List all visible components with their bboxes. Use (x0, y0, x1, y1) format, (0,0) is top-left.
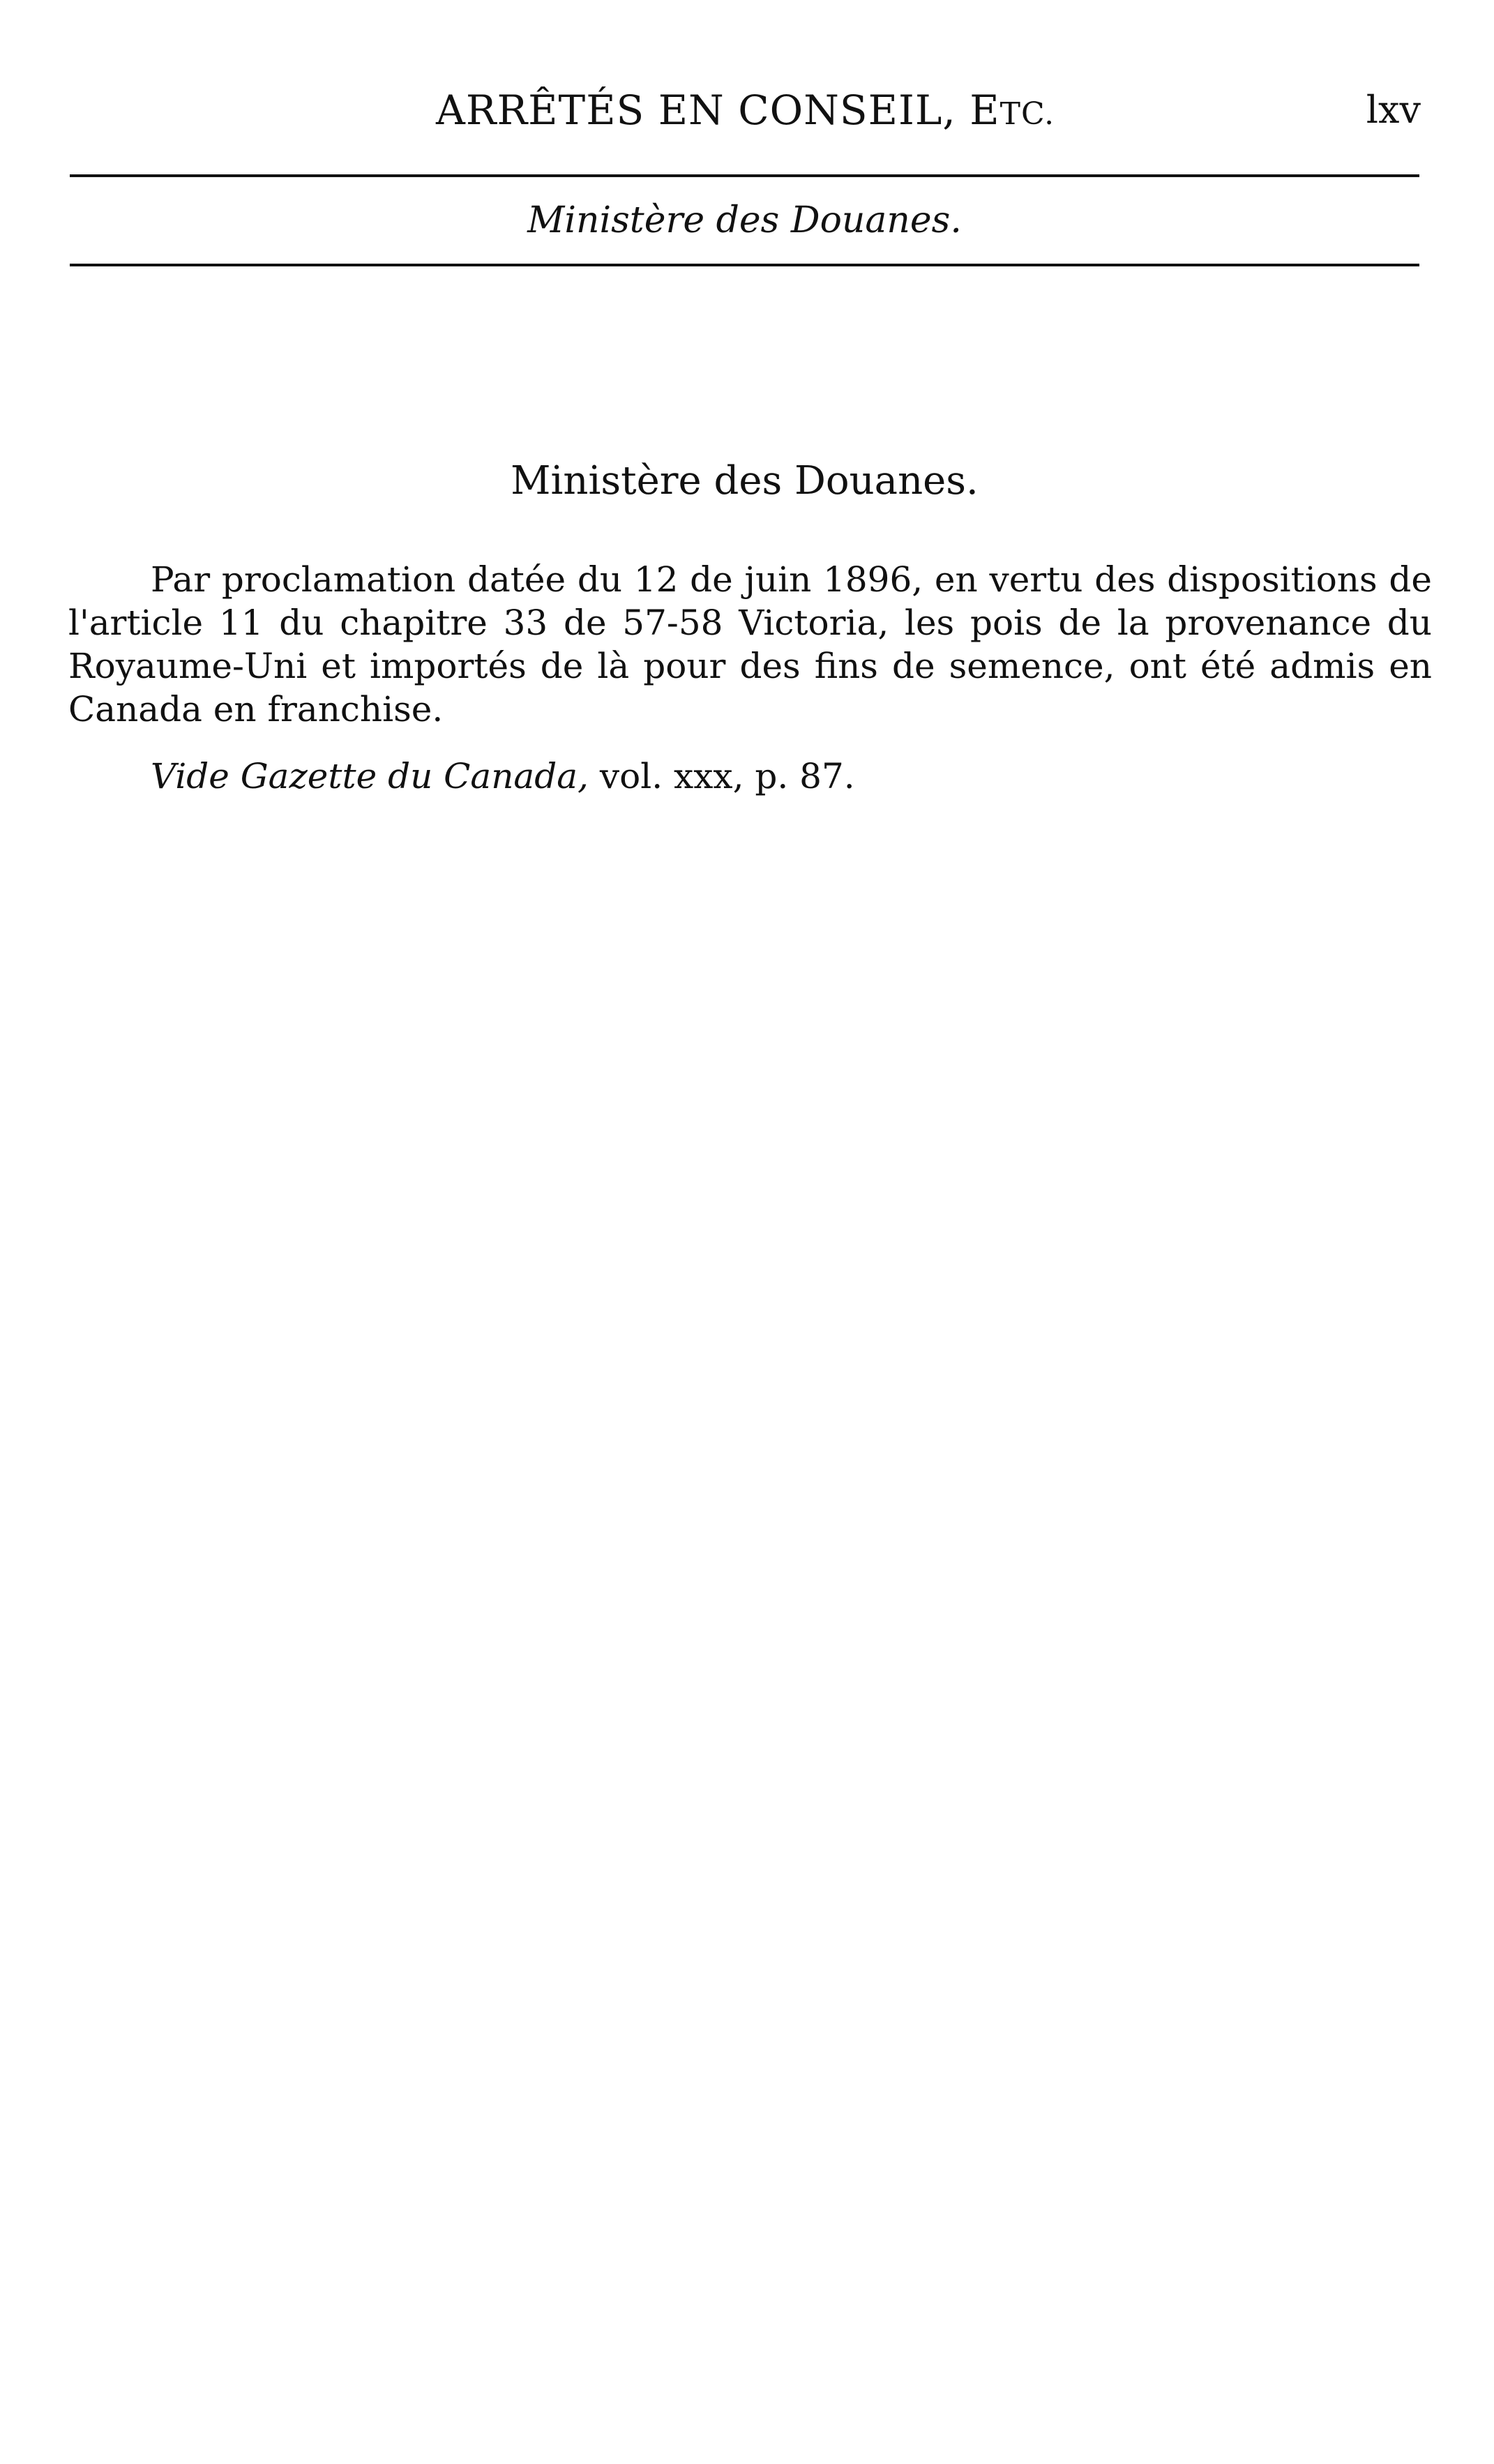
gazette-reference (151, 753, 855, 799)
header-rule-top (70, 174, 1419, 177)
running-title-main: ARRÊTÉS EN CONSEIL, E (435, 86, 1000, 134)
proclamation-paragraph: Par proclamation datée du 12 de juin 1896, en vertu des dispositions de l'article 11 du chapitre 33 de 57-58 Victoria, les pois de la provenance du Royaume-Uni et importés de là pour des fins de semence, ont été admis en Canada en franchise. (68, 559, 1432, 730)
department-subheading: Ministère des Douanes. (527, 199, 962, 241)
section-heading: Ministère des Douanes. (511, 458, 979, 504)
gazette-reference-rest: vol. xxx, p. 87. (588, 756, 855, 796)
running-title-small-caps: TC. (999, 96, 1055, 132)
running-header (70, 82, 1421, 138)
header-rule-bottom (70, 264, 1419, 266)
page-number: lxv (1366, 88, 1421, 132)
running-title (70, 82, 1421, 142)
gazette-reference-italic: Vide Gazette du Canada, (151, 756, 589, 796)
